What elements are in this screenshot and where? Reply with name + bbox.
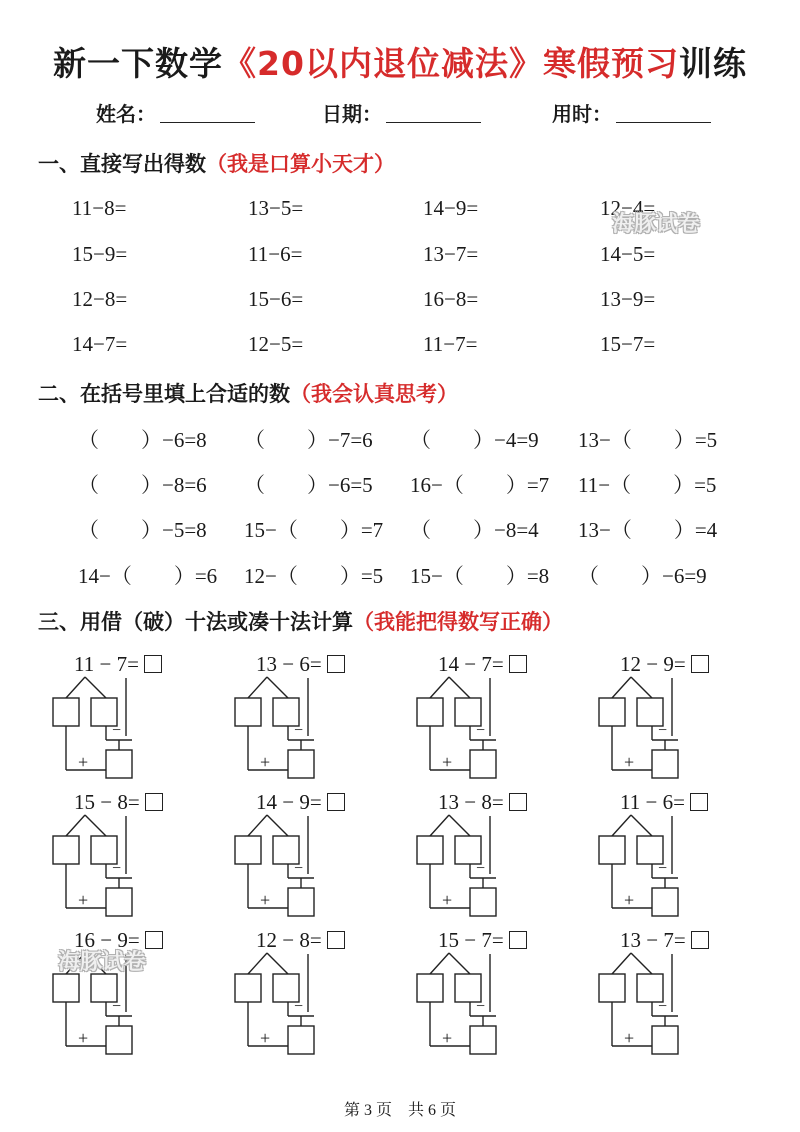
result-box[interactable] [106,1026,132,1054]
split-box[interactable] [53,836,79,864]
result-box[interactable] [288,750,314,778]
oral-problem: 13−9= [600,287,656,311]
section2-note: （我会认真思考） [290,382,458,406]
split-box[interactable] [235,698,261,726]
branch-line [612,677,631,698]
oral-problem: 13−7= [423,242,479,266]
minus-sign: − [658,860,668,877]
name-field [96,98,255,127]
fill-blank-problem[interactable]: （ ）−6=9 [578,564,707,588]
section1-title: 一、直接写出得数 [38,152,206,176]
split-diagram [596,790,771,925]
branch-line [248,677,267,698]
fill-blank-problem[interactable]: 11−（ ）=5 [578,473,717,497]
minus-sign: − [476,998,486,1015]
branch-line [430,677,449,698]
fill-blank-problem[interactable]: （ ）−6=5 [244,473,373,497]
plus-sign: + [442,1028,453,1048]
split-diagram [414,790,589,925]
date-blank[interactable] [386,104,481,123]
result-box[interactable] [470,750,496,778]
branch-line [85,815,106,836]
fill-blank-problem[interactable]: 16−（ ）=7 [410,473,550,497]
ten-method-problem [50,652,225,787]
oral-problem: 11−7= [423,332,478,356]
equation-text: 14 − 9= [256,790,322,814]
plus-sign: + [624,1028,635,1048]
oral-problem: 12−8= [72,287,128,311]
result-box[interactable] [470,1026,496,1054]
title-highlight: 《20以内退位减法》寒假预习 [223,44,679,83]
result-box[interactable] [288,1026,314,1054]
minus-sign: − [658,998,668,1015]
time-label: 用时： [552,102,612,126]
ten-method-problem [414,652,589,787]
equation-text: 13 − 6= [256,652,322,676]
split-box[interactable] [235,836,261,864]
branch-line [267,953,288,974]
branch-line [267,677,288,698]
section3-title: 三、用借（破）十法或凑十法计算 [38,610,353,634]
branch-line [248,815,267,836]
split-diagram [232,928,407,1063]
plus-sign: + [260,752,271,772]
branch-line [449,953,470,974]
page-title [0,38,800,85]
branch-line [631,953,652,974]
minus-sign: − [112,860,122,877]
result-box[interactable] [106,888,132,916]
equation-text: 11 − 6= [620,790,685,814]
watermark: 海豚试卷 [58,950,147,975]
ten-method-problem [232,652,407,787]
ten-method-problem [414,790,589,925]
ten-method-problem [232,790,407,925]
oral-problem: 15−9= [72,242,128,266]
branch-line [449,677,470,698]
plus-sign: + [78,1028,89,1048]
plus-sign: + [624,752,635,772]
branch-line [248,953,267,974]
equation-text: 15 − 8= [74,790,140,814]
result-box[interactable] [106,750,132,778]
split-diagram [50,652,225,787]
fill-blank-problem[interactable]: （ ）−6=8 [78,428,207,452]
fill-blank-problem[interactable]: （ ）−7=6 [244,428,373,452]
equation-text: 13 − 8= [438,790,504,814]
equation-text: 16 − 9= [74,928,140,952]
oral-problem: 15−7= [600,332,656,356]
page-footer: 第 3 页 共 6 页 [343,1102,456,1119]
fill-blank-problem[interactable]: （ ）−8=6 [78,473,207,497]
fill-blank-problem[interactable]: 12−（ ）=5 [244,564,384,588]
date-field [322,98,481,127]
oral-problem: 14−5= [600,242,656,266]
fill-blank-problem[interactable]: 15−（ ）=7 [244,518,384,542]
equation-text: 12 − 8= [256,928,322,952]
fill-blank-problem[interactable]: 13−（ ）=5 [578,428,718,452]
minus-sign: − [112,722,122,739]
plus-sign: + [442,890,453,910]
oral-problem: 12−4= [600,196,656,220]
split-box[interactable] [53,698,79,726]
fill-blank-problem[interactable]: （ ）−4=9 [410,428,539,452]
ten-method-problem [232,928,407,1063]
split-box[interactable] [599,836,625,864]
section1-note: （我是口算小天才） [206,152,395,176]
oral-problem: 13−5= [248,196,304,220]
split-box[interactable] [417,836,443,864]
plus-sign: + [260,1028,271,1048]
branch-line [631,815,652,836]
time-blank[interactable] [616,104,711,123]
oral-problem: 15−6= [248,287,304,311]
plus-sign: + [78,890,89,910]
result-box[interactable] [288,888,314,916]
title-prefix: 新一下数学 [53,44,224,83]
plus-sign: + [78,752,89,772]
split-diagram [232,790,407,925]
section3-note: （我能把得数写正确） [353,610,563,634]
split-diagram [50,790,225,925]
equation-text: 15 − 7= [438,928,504,952]
fill-blank-problem[interactable]: 14−（ ）=6 [78,564,218,588]
result-box[interactable] [652,750,678,778]
branch-line [66,677,85,698]
split-diagram [414,928,589,1063]
ten-method-problem [596,790,771,925]
equation-text: 13 − 7= [620,928,686,952]
section2-heading [38,378,458,408]
fill-blank-problem[interactable]: 15−（ ）=8 [410,564,550,588]
section3-heading [38,606,563,636]
plus-sign: + [260,890,271,910]
oral-problem: 14−7= [72,332,128,356]
equation-text: 11 − 7= [74,652,139,676]
oral-problem: 14−9= [423,196,479,220]
result-box[interactable] [652,888,678,916]
split-diagram [414,652,589,787]
ten-method-problem [414,928,589,1063]
branch-line [449,815,470,836]
minus-sign: − [476,860,486,877]
split-box[interactable] [417,974,443,1002]
watermark: 海豚试卷 [612,212,701,237]
plus-sign: + [624,890,635,910]
branch-line [85,677,106,698]
split-diagram [596,652,771,787]
minus-sign: − [658,722,668,739]
branch-line [430,953,449,974]
split-box[interactable] [599,974,625,1002]
minus-sign: − [294,722,304,739]
minus-sign: − [294,860,304,877]
section2-title: 二、在括号里填上合适的数 [38,382,290,406]
ten-method-problem [596,928,771,1063]
oral-problem: 11−8= [72,196,127,220]
ten-method-problem [596,652,771,787]
split-box[interactable] [599,698,625,726]
branch-line [267,815,288,836]
time-field [552,98,711,127]
name-blank[interactable] [160,104,255,123]
branch-line [430,815,449,836]
branch-line [612,953,631,974]
equation-text: 12 − 9= [620,652,686,676]
result-box[interactable] [652,1026,678,1054]
oral-problem: 16−8= [423,287,479,311]
split-box[interactable] [235,974,261,1002]
result-box[interactable] [470,888,496,916]
title-suffix: 训练 [678,44,747,83]
oral-problem: 11−6= [248,242,303,266]
plus-sign: + [442,752,453,772]
fill-blank-problem[interactable]: （ ）−5=8 [78,518,207,542]
fill-blank-problem[interactable]: 13−（ ）=4 [578,518,718,542]
equation-text: 14 − 7= [438,652,504,676]
minus-sign: − [476,722,486,739]
name-label: 姓名： [96,102,156,126]
section1-heading [38,148,395,178]
minus-sign: − [294,998,304,1015]
split-box[interactable] [53,974,79,1002]
split-diagram [232,652,407,787]
ten-method-problem [50,790,225,925]
split-box[interactable] [417,698,443,726]
fill-blank-problem[interactable]: （ ）−8=4 [410,518,539,542]
split-diagram [596,928,771,1063]
oral-problem: 12−5= [248,332,304,356]
minus-sign: − [112,998,122,1015]
date-label: 日期： [322,102,382,126]
branch-line [66,815,85,836]
branch-line [631,677,652,698]
branch-line [612,815,631,836]
